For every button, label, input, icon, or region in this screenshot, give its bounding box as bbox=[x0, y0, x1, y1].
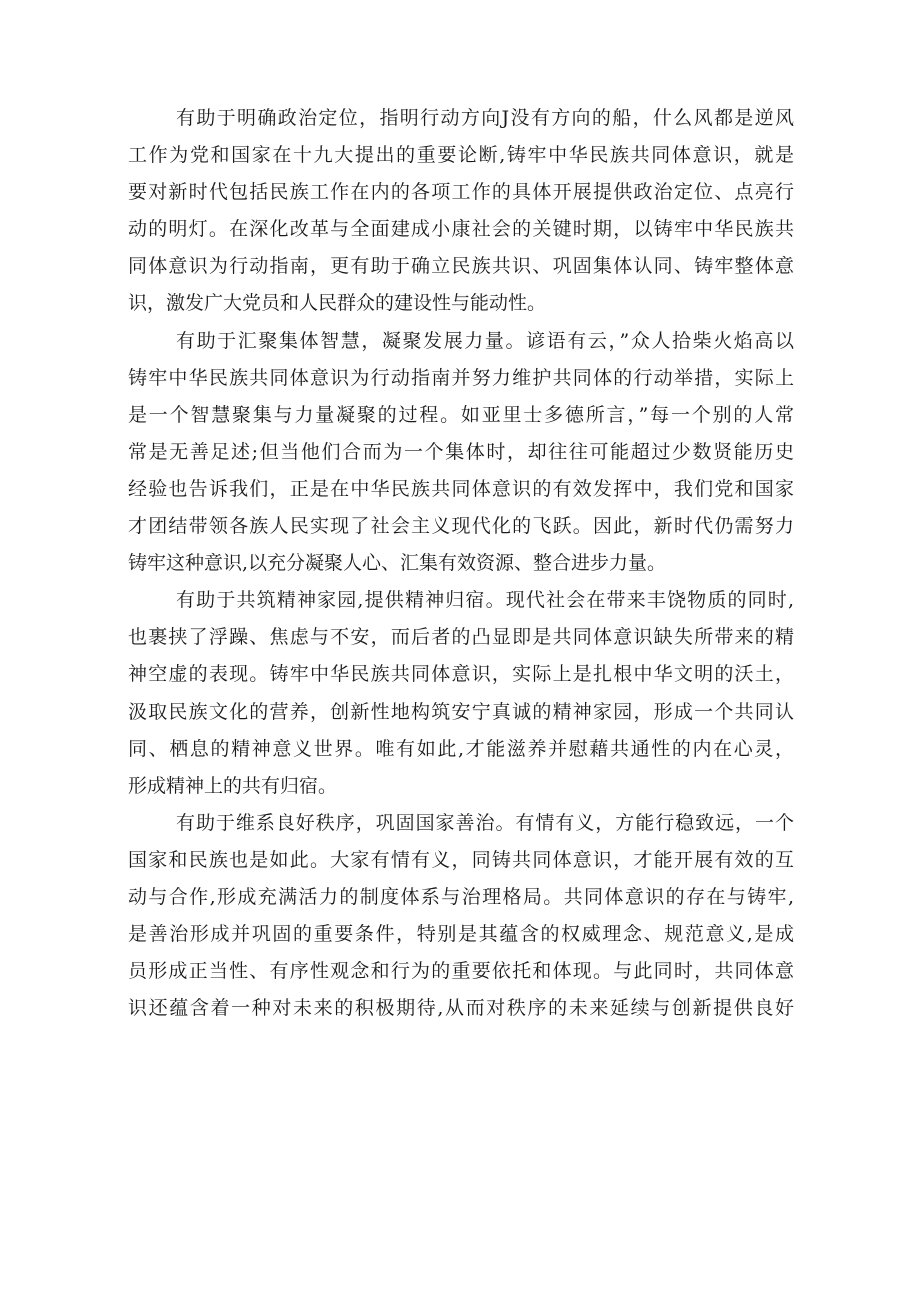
paragraph-good-governance bbox=[128, 805, 794, 1028]
text-line: 是一个智慧聚集与力量凝聚的过程。如亚里士多德所言，”每一个别的人常 bbox=[128, 403, 794, 426]
text-line: 形成精神上的共有归宿。 bbox=[128, 774, 338, 797]
text-line: 经验也告诉我们，正是在中华民族共同体意识的有效发挥中，我们党和国家 bbox=[128, 477, 794, 500]
text-line: 员形成正当性、有序性观念和行为的重要依托和体现。与此同时，共同体意 bbox=[128, 960, 794, 983]
text-line: 工作为党和国家在十九大提出的重要论断,铸牢中华民族共同体意识，就是 bbox=[128, 144, 794, 167]
document-body bbox=[128, 100, 794, 1027]
text-line: 汲取民族文化的营养，创新性地构筑安宁真诚的精神家园，形成一个共同认 bbox=[128, 700, 794, 723]
text-line: 同、栖息的精神意义世界。唯有如此,才能滋养并慰藉共通性的内在心灵， bbox=[128, 737, 794, 760]
text-line: 是善治形成并巩固的重要条件，特别是其蕴含的权威理念、规范意义,是成 bbox=[128, 923, 794, 946]
text-line: 有助于汇聚集体智慧，凝聚发展力量。谚语有云，”众人拾柴火焰高以 bbox=[176, 329, 794, 352]
text-line: 神空虚的表现。铸牢中华民族共同体意识，实际上是扎根中华文明的沃土， bbox=[128, 663, 794, 686]
text-line: 要对新时代包括民族工作在内的各项工作的具体开展提供政治定位、点亮行 bbox=[128, 181, 794, 204]
text-line: 铸牢中华民族共同体意识为行动指南并努力维护共同体的行动举措，实际上 bbox=[128, 366, 794, 389]
text-line: 才团结带领各族人民实现了社会主义现代化的飞跃。因此，新时代仍需努力 bbox=[128, 515, 794, 538]
text-line: 识，激发广大党员和人民群众的建设性与能动性。 bbox=[128, 292, 547, 315]
text-line: 动的明灯。在深化改革与全面建成小康社会的关键时期，以铸牢中华民族共 bbox=[128, 218, 794, 241]
text-line: 有助于维系良好秩序，巩固国家善治。有情有义，方能行稳致远，一个 bbox=[176, 811, 794, 834]
text-line: 铸牢这种意识,以充分凝聚人心、汇集有效资源、整合进步力量。 bbox=[128, 552, 667, 575]
text-line: 动与合作,形成充满活力的制度体系与治理格局。共同体意识的存在与铸牢, bbox=[128, 885, 794, 908]
text-line: 识还蕴含着一种对未来的积极期待,从而对秩序的未来延续与创新提供良好 bbox=[128, 997, 794, 1020]
text-line: 同体意识为行动指南，更有助于确立民族共识、巩固集体认同、铸牢整体意 bbox=[128, 255, 794, 278]
text-line: 也裹挟了浮躁、焦虑与不安，而后者的凸显即是共同体意识缺失所带来的精 bbox=[128, 626, 794, 649]
text-line: 国家和民族也是如此。大家有情有义，同铸共同体意识，才能开展有效的互 bbox=[128, 848, 794, 871]
text-line: 有助于明确政治定位，指明行动方向J没有方向的船，什么风都是逆风 bbox=[176, 107, 794, 129]
text-line: 有助于共筑精神家园,提供精神归宿。现代社会在带来丰饶物质的同时, bbox=[176, 589, 794, 612]
paragraph-spiritual-home bbox=[128, 582, 794, 805]
paragraph-collective-wisdom bbox=[128, 323, 794, 583]
paragraph-political-positioning bbox=[128, 100, 794, 323]
text-line: 常是无善足述;但当他们合而为一个集体时，却往往可能超过少数贤能历史 bbox=[128, 440, 794, 463]
